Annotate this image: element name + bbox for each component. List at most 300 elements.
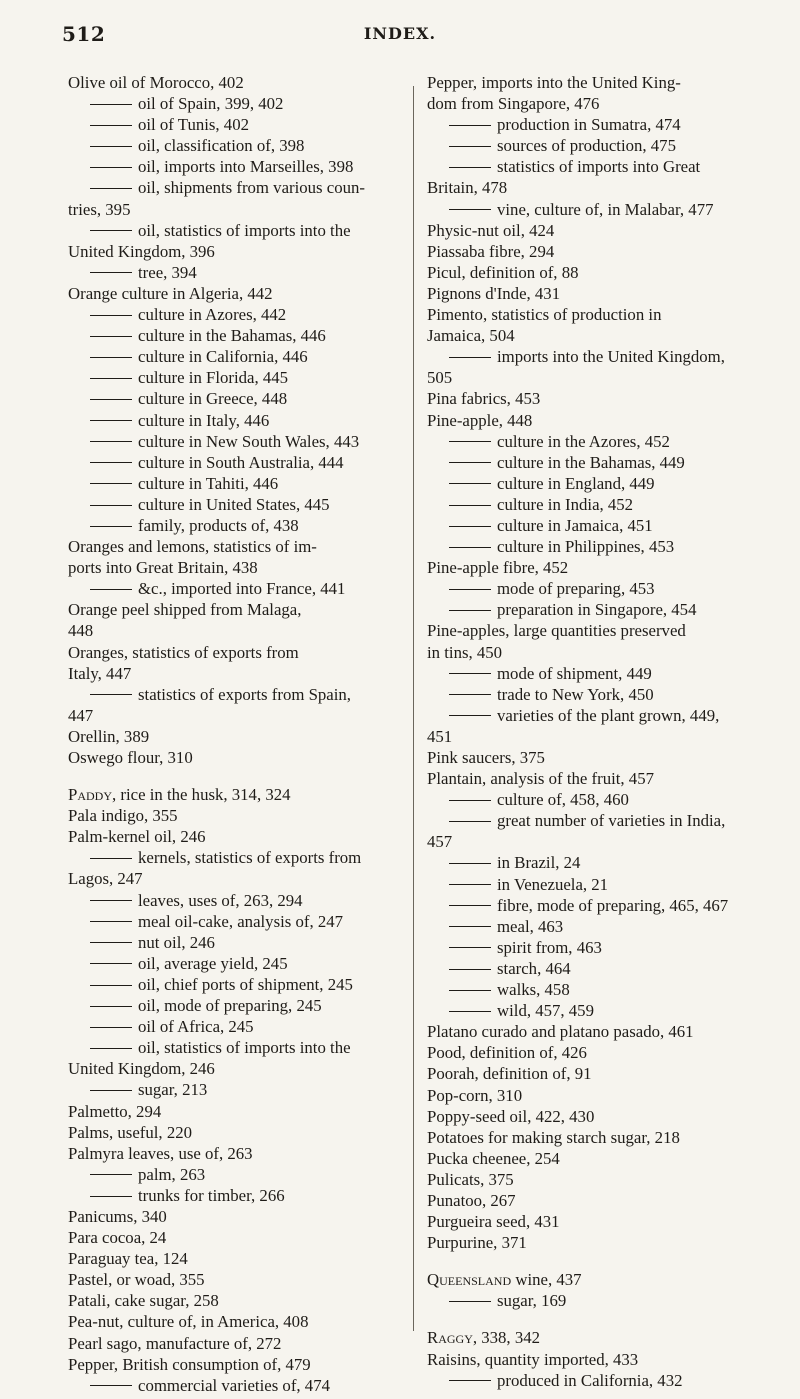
index-subentry-text: culture in Greece, 448 (138, 389, 288, 409)
index-continuation (427, 93, 777, 114)
index-entry-text: Pucka cheenee, 254 (427, 1148, 560, 1168)
index-subentry-text: production in Sumatra, 474 (497, 115, 681, 135)
index-column-right (427, 72, 777, 1391)
index-subentry (427, 599, 777, 620)
index-subentry-text: starch, 464 (497, 958, 571, 978)
index-entry (427, 1063, 777, 1084)
index-subentry (427, 1370, 777, 1391)
index-subentry (68, 932, 418, 953)
index-entry-text: Palmetto, 294 (68, 1101, 162, 1121)
index-entry-text: Para cocoa, 24 (68, 1228, 167, 1248)
section-gap (427, 1253, 777, 1269)
index-subentry-text: culture in California, 446 (138, 347, 308, 367)
index-entry (68, 599, 418, 620)
ditto-dash (449, 589, 491, 590)
index-subentry (68, 974, 418, 995)
index-continuation-text: United Kingdom, 246 (68, 1059, 215, 1079)
index-subentry (427, 874, 777, 895)
index-entry (427, 304, 777, 325)
ditto-dash (449, 673, 491, 674)
ditto-dash (449, 167, 491, 168)
index-subentry-text: culture in Jamaica, 451 (497, 515, 653, 535)
index-subentry (68, 135, 418, 156)
index-entry (68, 1206, 418, 1227)
index-entry-text: Palm-kernel oil, 246 (68, 827, 206, 847)
index-entry (427, 388, 777, 409)
index-subentry-text: culture in Florida, 445 (138, 368, 289, 388)
ditto-dash (449, 800, 491, 801)
ditto-dash (90, 1006, 132, 1007)
index-subentry (427, 705, 777, 726)
ditto-dash (449, 863, 491, 864)
index-subentry-text: vine, culture of, in Malabar, 477 (497, 199, 714, 219)
ditto-dash (449, 926, 491, 927)
index-entry-text: Palms, useful, 220 (68, 1122, 192, 1142)
ditto-dash (90, 1196, 132, 1197)
page-title: INDEX. (363, 24, 437, 43)
index-entry (68, 1122, 418, 1143)
ditto-dash (90, 462, 132, 463)
index-subentry-text: mode of preparing, 453 (497, 579, 655, 599)
index-entry-text: Paddy, rice in the husk, 314, 324 (68, 785, 291, 805)
index-subentry-text: imports into the United Kingdom, (497, 347, 725, 367)
index-subentry-text: great number of varieties in India, (497, 811, 726, 831)
section-gap (68, 768, 418, 784)
index-subentry (427, 937, 777, 958)
index-continuation-text: Italy, 447 (68, 663, 132, 683)
index-entry (68, 642, 418, 663)
index-entry (68, 1269, 418, 1290)
ditto-dash (449, 441, 491, 442)
index-subentry (68, 494, 418, 515)
index-entry-text: Potatoes for making starch sugar, 218 (427, 1127, 680, 1147)
index-subentry (68, 452, 418, 473)
index-subentry (68, 1079, 418, 1100)
ditto-dash (90, 963, 132, 964)
index-subentry-text: culture of, 458, 460 (497, 790, 629, 810)
index-subentry (427, 156, 777, 177)
index-entry-text: Purgueira seed, 431 (427, 1212, 560, 1232)
index-subentry (427, 346, 777, 367)
index-subentry (427, 979, 777, 1000)
ditto-dash (90, 1385, 132, 1386)
index-subentry (68, 515, 418, 536)
index-subentry (68, 304, 418, 325)
ditto-dash (90, 104, 132, 105)
index-subentry-text: commercial varieties of, 474 (138, 1375, 330, 1395)
ditto-dash (90, 1174, 132, 1175)
ditto-dash (90, 399, 132, 400)
index-subentry-text: oil, chief ports of shipment, 245 (138, 974, 353, 994)
index-subentry-text: culture in England, 449 (497, 473, 655, 493)
ditto-dash (449, 610, 491, 611)
index-subentry (68, 1185, 418, 1206)
index-entry (427, 1169, 777, 1190)
index-entry-text: Pulicats, 375 (427, 1169, 514, 1189)
index-entry (68, 1354, 418, 1375)
index-entry-text: Pepper, British consumption of, 479 (68, 1354, 311, 1374)
index-subentry-text: in Brazil, 24 (497, 853, 581, 873)
index-subentry-text: culture in India, 452 (497, 494, 634, 514)
index-subentry-text: culture in Tahiti, 446 (138, 473, 279, 493)
ditto-dash (90, 315, 132, 316)
index-entry-text: Pop-corn, 310 (427, 1085, 523, 1105)
ditto-dash (449, 505, 491, 506)
index-entry-text: Orellin, 389 (68, 726, 150, 746)
ditto-dash (90, 230, 132, 231)
index-subentry (68, 388, 418, 409)
ditto-dash (449, 821, 491, 822)
ditto-dash (90, 505, 132, 506)
ditto-dash (449, 947, 491, 948)
index-continuation-text: Jamaica, 504 (427, 326, 515, 346)
index-entry-text: Palmyra leaves, use of, 263 (68, 1143, 253, 1163)
index-entry-text: Plantain, analysis of the fruit, 457 (427, 769, 654, 789)
index-entry (427, 1232, 777, 1253)
index-entry (427, 1042, 777, 1063)
ditto-dash (90, 921, 132, 922)
index-continuation (68, 1058, 418, 1079)
index-column-left (68, 72, 418, 1396)
column-divider (413, 86, 414, 1331)
index-subentry-text: sugar, 169 (497, 1291, 567, 1311)
ditto-dash (90, 942, 132, 943)
index-continuation-text: United Kingdom, 396 (68, 241, 215, 261)
index-subentry-text: walks, 458 (497, 980, 570, 1000)
ditto-dash (90, 378, 132, 379)
index-subentry (427, 684, 777, 705)
index-continuation (68, 705, 418, 726)
ditto-dash (90, 167, 132, 168)
index-continuation (68, 241, 418, 262)
index-subentry-text: sources of production, 475 (497, 136, 676, 156)
index-subentry-text: culture in the Bahamas, 446 (138, 326, 326, 346)
index-entry-text: Panicums, 340 (68, 1206, 167, 1226)
index-continuation (68, 868, 418, 889)
index-subentry-text: culture in Philippines, 453 (497, 537, 675, 557)
index-subentry (68, 1016, 418, 1037)
index-subentry-text: tree, 394 (138, 262, 197, 282)
index-subentry-text: oil of Africa, 245 (138, 1017, 254, 1037)
ditto-dash (449, 990, 491, 991)
ditto-dash (449, 905, 491, 906)
index-subentry-text: trunks for timber, 266 (138, 1185, 285, 1205)
index-entry-text: Paraguay tea, 124 (68, 1249, 188, 1269)
index-subentry-text: sugar, 213 (138, 1080, 208, 1100)
index-continuation (68, 557, 418, 578)
page-number: 512 (62, 22, 106, 46)
index-entry-text: Olive oil of Morocco, 402 (68, 73, 244, 92)
ditto-dash (90, 1090, 132, 1091)
index-entry (68, 1333, 418, 1354)
index-subentry (68, 1375, 418, 1396)
index-subentry-text: oil, statistics of imports into the (138, 1038, 351, 1058)
index-subentry (68, 684, 418, 705)
index-subentry (427, 1290, 777, 1311)
index-entry-text: Pepper, imports into the United King- (427, 73, 681, 92)
index-entry (68, 1101, 418, 1122)
index-subentry (68, 346, 418, 367)
index-subentry-text: &c., imported into France, 441 (138, 579, 346, 599)
index-continuation (427, 642, 777, 663)
index-subentry-text: leaves, uses of, 263, 294 (138, 890, 303, 910)
index-entry (68, 747, 418, 768)
index-entry-text: Orange peel shipped from Malaga, (68, 600, 302, 620)
index-entry (68, 1143, 418, 1164)
index-subentry-text: family, products of, 438 (138, 515, 299, 535)
index-continuation (427, 177, 777, 198)
ditto-dash (449, 715, 491, 716)
ditto-dash (449, 526, 491, 527)
ditto-dash (90, 985, 132, 986)
index-entry-text: Raggy, 338, 342 (427, 1328, 540, 1348)
index-entry (427, 1349, 777, 1370)
index-continuation-text: 448 (68, 621, 94, 641)
index-entry (68, 283, 418, 304)
index-entry-text: Pignons d'Inde, 431 (427, 283, 561, 303)
ditto-dash (90, 694, 132, 695)
index-entry-text: Pastel, or woad, 355 (68, 1270, 205, 1290)
ditto-dash (90, 1027, 132, 1028)
index-continuation-text: ports into Great Britain, 438 (68, 558, 258, 578)
ditto-dash (449, 1380, 491, 1381)
index-subentry-text: wild, 457, 459 (497, 1001, 594, 1021)
index-subentry (68, 911, 418, 932)
index-subentry (68, 431, 418, 452)
ditto-dash (90, 858, 132, 859)
index-subentry-text: oil, classification of, 398 (138, 136, 305, 156)
index-subentry (68, 177, 418, 198)
index-continuation (427, 325, 777, 346)
index-subentry-text: nut oil, 246 (138, 932, 215, 952)
index-entry (427, 1021, 777, 1042)
ditto-dash (449, 462, 491, 463)
index-subentry (68, 367, 418, 388)
index-entry (68, 726, 418, 747)
ditto-dash (90, 336, 132, 337)
ditto-dash (449, 547, 491, 548)
index-subentry-text: varieties of the plant grown, 449, (497, 705, 720, 725)
index-entry (427, 557, 777, 578)
index-continuation-text: Lagos, 247 (68, 869, 143, 889)
index-subentry-text: culture in South Australia, 444 (138, 452, 344, 472)
index-entry (427, 1148, 777, 1169)
ditto-dash (90, 357, 132, 358)
ditto-dash (90, 188, 132, 189)
index-subentry (427, 789, 777, 810)
ditto-dash (449, 209, 491, 210)
index-entry-text: Pala indigo, 355 (68, 806, 178, 826)
index-subentry-text: oil of Tunis, 402 (138, 115, 249, 135)
index-entry (427, 620, 777, 641)
index-subentry (68, 473, 418, 494)
ditto-dash (449, 969, 491, 970)
index-continuation-text: 447 (68, 705, 94, 725)
index-subentry-text: statistics of exports from Spain, (138, 684, 352, 704)
ditto-dash (90, 272, 132, 273)
index-subentry-text: culture in United States, 445 (138, 494, 330, 514)
index-subentry (68, 847, 418, 868)
ditto-dash (90, 420, 132, 421)
index-subentry-text: fibre, mode of preparing, 465, 467 (497, 895, 729, 915)
index-subentry (68, 114, 418, 135)
index-entry-text: Purpurine, 371 (427, 1233, 527, 1253)
index-subentry (427, 895, 777, 916)
ditto-dash (449, 884, 491, 885)
index-subentry-text: trade to New York, 450 (497, 684, 654, 704)
ditto-dash (90, 526, 132, 527)
index-subentry (68, 325, 418, 346)
index-entry-text: Pearl sago, manufacture of, 272 (68, 1333, 282, 1353)
index-subentry-text: kernels, statistics of exports from (138, 848, 362, 868)
index-subentry-text: oil, average yield, 245 (138, 953, 288, 973)
index-entry (68, 826, 418, 847)
ditto-dash (449, 483, 491, 484)
ditto-dash (449, 146, 491, 147)
index-entry (68, 536, 418, 557)
index-entry-text: Patali, cake sugar, 258 (68, 1291, 219, 1311)
index-subentry (427, 663, 777, 684)
index-entry-text: Raisins, quantity imported, 433 (427, 1349, 639, 1369)
index-entry (427, 1269, 777, 1290)
ditto-dash (90, 900, 132, 901)
page-header (62, 22, 738, 46)
index-continuation (427, 726, 777, 747)
index-subentry (68, 890, 418, 911)
index-subentry (427, 431, 777, 452)
index-continuation-text: Britain, 478 (427, 178, 508, 198)
index-entry-text: Oswego flour, 310 (68, 748, 193, 767)
index-subentry (427, 494, 777, 515)
index-subentry (68, 578, 418, 599)
index-entry (427, 747, 777, 768)
index-entry (427, 1127, 777, 1148)
index-continuation (427, 367, 777, 388)
ditto-dash (449, 125, 491, 126)
index-entry (427, 1085, 777, 1106)
index-continuation (68, 199, 418, 220)
index-entry-text: Pink saucers, 375 (427, 748, 545, 767)
index-subentry-text: meal oil-cake, analysis of, 247 (138, 911, 344, 931)
index-entry-text: Pimento, statistics of production in (427, 305, 662, 325)
index-subentry-text: meal, 463 (497, 916, 564, 936)
index-subentry (427, 1000, 777, 1021)
index-entry (427, 72, 777, 93)
index-entry-text: Punatoo, 267 (427, 1190, 516, 1210)
index-subentry (68, 995, 418, 1016)
index-subentry (427, 199, 777, 220)
index-entry (68, 805, 418, 826)
index-entry (68, 1227, 418, 1248)
index-subentry-text: culture in the Azores, 452 (497, 431, 670, 451)
index-entry-text: Pine-apple, 448 (427, 410, 533, 430)
index-subentry-text: in Venezuela, 21 (497, 874, 609, 894)
ditto-dash (90, 125, 132, 126)
index-entry-text: Pine-apple fibre, 452 (427, 558, 569, 578)
ditto-dash (449, 1011, 491, 1012)
ditto-dash (90, 483, 132, 484)
index-entry-text: Oranges and lemons, statistics of im- (68, 537, 317, 557)
index-entry-text: Piassaba fibre, 294 (427, 241, 555, 261)
index-continuation (68, 663, 418, 684)
index-subentry (68, 93, 418, 114)
index-subentry-text: oil, shipments from various coun- (138, 178, 365, 198)
index-subentry-text: preparation in Singapore, 454 (497, 600, 697, 620)
index-entry (427, 283, 777, 304)
index-entry-text: Pine-apples, large quantities preserved (427, 621, 686, 641)
index-subentry-text: culture in New South Wales, 443 (138, 431, 360, 451)
index-continuation-text: dom from Singapore, 476 (427, 94, 600, 114)
index-entry-text: Orange culture in Algeria, 442 (68, 283, 273, 303)
index-subentry (68, 156, 418, 177)
index-entry-text: Pood, definition of, 426 (427, 1043, 587, 1063)
ditto-dash (449, 1301, 491, 1302)
index-subentry (68, 262, 418, 283)
index-subentry-text: oil of Spain, 399, 402 (138, 94, 284, 114)
index-subentry (427, 958, 777, 979)
index-continuation-text: 505 (427, 368, 453, 388)
section-gap (427, 1311, 777, 1327)
ditto-dash (449, 357, 491, 358)
index-entry (427, 220, 777, 241)
index-entry (427, 1211, 777, 1232)
index-entry (68, 72, 418, 93)
index-subentry-text: culture in the Bahamas, 449 (497, 452, 685, 472)
index-entry (68, 1248, 418, 1269)
index-entry-text: Picul, definition of, 88 (427, 262, 579, 282)
index-subentry-text: oil, imports into Marseilles, 398 (138, 157, 354, 177)
index-entry (68, 784, 418, 805)
index-continuation (68, 620, 418, 641)
index-entry-text: Poorah, definition of, 91 (427, 1064, 592, 1084)
index-subentry (68, 1037, 418, 1058)
index-entry (427, 1106, 777, 1127)
index-continuation (427, 831, 777, 852)
index-entry (427, 1327, 777, 1348)
index-entry (427, 1190, 777, 1211)
index-entry-text: Physic-nut oil, 424 (427, 220, 555, 240)
index-subentry-text: palm, 263 (138, 1164, 206, 1184)
index-entry (427, 410, 777, 431)
index-entry-text: Pea-nut, culture of, in America, 408 (68, 1312, 309, 1332)
index-entry-text: Poppy-seed oil, 422, 430 (427, 1106, 595, 1126)
index-subentry (427, 452, 777, 473)
index-subentry (427, 135, 777, 156)
index-subentry (427, 916, 777, 937)
ditto-dash (449, 694, 491, 695)
index-subentry-text: culture in Italy, 446 (138, 410, 270, 430)
index-subentry (427, 578, 777, 599)
index-continuation-text: 457 (427, 832, 453, 852)
index-entry-text: Oranges, statistics of exports from (68, 642, 299, 662)
index-entry-text: Platano curado and platano pasado, 461 (427, 1022, 694, 1042)
index-entry (68, 1290, 418, 1311)
index-continuation-text: 451 (427, 726, 453, 746)
index-subentry (68, 953, 418, 974)
index-entry (427, 262, 777, 283)
index-subentry-text: spirit from, 463 (497, 937, 602, 957)
index-subentry (68, 410, 418, 431)
index-entry-text: Queensland wine, 437 (427, 1270, 582, 1290)
ditto-dash (90, 1048, 132, 1049)
ditto-dash (90, 589, 132, 590)
index-subentry-text: produced in California, 432 (497, 1370, 683, 1390)
index-continuation-text: tries, 395 (68, 199, 131, 219)
index-subentry-text: mode of shipment, 449 (497, 663, 652, 683)
index-subentry-text: oil, statistics of imports into the (138, 220, 351, 240)
index-continuation-text: in tins, 450 (427, 642, 503, 662)
index-subentry (68, 1164, 418, 1185)
